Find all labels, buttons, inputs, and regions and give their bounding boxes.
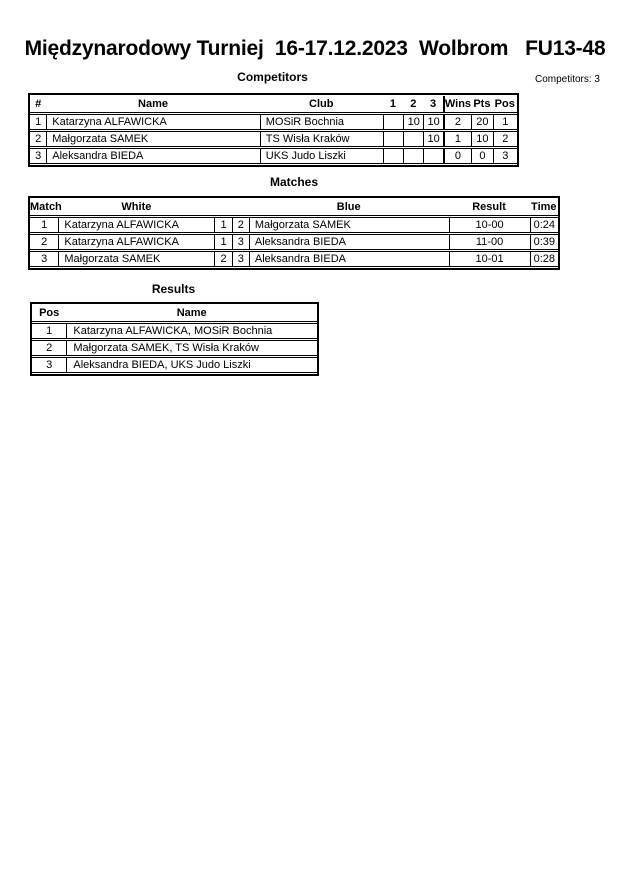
column-header: Match (30, 199, 58, 216)
table-cell: 10-01 (449, 251, 530, 267)
column-header: Club (260, 96, 383, 113)
table-cell: Aleksandra BIEDA (46, 148, 260, 164)
table-cell: 11-00 (449, 234, 530, 250)
table-cell: 0 (471, 148, 492, 164)
table-cell: 2 (32, 340, 66, 356)
column-header: 1 (383, 96, 403, 113)
table-cell (403, 131, 423, 147)
table-cell: Aleksandra BIEDA (249, 251, 449, 267)
table-cell: Małgorzata SAMEK (58, 251, 214, 267)
table-cell: Katarzyna ALFAWICKA (46, 114, 260, 130)
table-row (30, 131, 517, 147)
table-cell: MOSiR Bochnia (260, 114, 383, 130)
table-cell: Aleksandra BIEDA (249, 234, 449, 250)
competitors-section-label: Competitors (237, 70, 308, 84)
table-cell: 1 (32, 323, 66, 339)
table-cell: Katarzyna ALFAWICKA (58, 217, 214, 233)
table-cell: Katarzyna ALFAWICKA (58, 234, 214, 250)
table-cell: UKS Judo Liszki (260, 148, 383, 164)
table-cell: 0:39 (530, 234, 558, 250)
table-cell: 10-00 (449, 217, 530, 233)
column-header: Blue (249, 199, 449, 216)
table-cell: 0:28 (530, 251, 558, 267)
column-header: Result (449, 199, 530, 216)
competitors-count: Competitors: 3 (534, 74, 600, 85)
table-cell: 10 (403, 114, 423, 130)
column-header (232, 199, 249, 216)
table-cell: 2 (30, 131, 46, 147)
matches-table (28, 196, 560, 270)
table-row (32, 357, 317, 373)
competitors-table (28, 93, 519, 167)
table-cell: 3 (232, 234, 249, 250)
matches-table-grid (30, 198, 558, 268)
table-cell: 10 (423, 114, 442, 130)
table-cell: 2 (214, 251, 231, 267)
table-row (30, 234, 558, 250)
results-table (30, 302, 319, 376)
column-header: Pts (471, 96, 492, 113)
table-cell: 3 (30, 251, 58, 267)
table-cell: 1 (30, 217, 58, 233)
table-cell: 3 (30, 148, 46, 164)
column-header: Pos (32, 305, 66, 322)
table-cell: 0:24 (530, 217, 558, 233)
table-row (30, 148, 517, 164)
column-header: 3 (423, 96, 442, 113)
table-cell: 0 (443, 148, 471, 164)
table-row (30, 217, 558, 233)
table-cell: Małgorzata SAMEK, TS Wisła Kraków (66, 340, 317, 356)
table-cell: 1 (30, 114, 46, 130)
table-row (32, 323, 317, 339)
table-row (30, 114, 517, 130)
table-cell: 2 (232, 217, 249, 233)
column-header: Wins (443, 96, 471, 113)
column-header: White (58, 199, 214, 216)
table-cell: 2 (30, 234, 58, 250)
table-cell (403, 148, 423, 164)
table-cell: Małgorzata SAMEK (46, 131, 260, 147)
matches-section-label: Matches (269, 175, 319, 189)
table-cell (383, 131, 403, 147)
table-cell: 2 (443, 114, 471, 130)
table-cell (383, 148, 403, 164)
column-header: Time (530, 199, 558, 216)
header-row (30, 96, 517, 113)
table-cell: 3 (232, 251, 249, 267)
column-header: 2 (403, 96, 423, 113)
results-table-grid (32, 304, 317, 374)
table-cell (423, 148, 442, 164)
column-header: Name (66, 305, 317, 322)
table-cell: 3 (493, 148, 517, 164)
table-cell: Katarzyna ALFAWICKA, MOSiR Bochnia (66, 323, 317, 339)
table-cell: 2 (493, 131, 517, 147)
page-title: Międzynarodowy Turniej 16-17.12.2023 Wolbrom FU13-48 (24, 37, 606, 60)
results-section-label: Results (151, 282, 196, 296)
column-header: Name (46, 96, 260, 113)
header-row (30, 199, 558, 216)
column-header: Pos (493, 96, 517, 113)
table-cell: 1 (493, 114, 517, 130)
table-cell: 1 (214, 234, 231, 250)
table-cell (383, 114, 403, 130)
table-row (32, 340, 317, 356)
table-cell: 10 (423, 131, 442, 147)
table-cell: Małgorzata SAMEK (249, 217, 449, 233)
header-row (32, 305, 317, 322)
table-cell: 1 (214, 217, 231, 233)
table-cell: Aleksandra BIEDA, UKS Judo Liszki (66, 357, 317, 373)
table-cell: 3 (32, 357, 66, 373)
column-header (214, 199, 231, 216)
table-row (30, 251, 558, 267)
table-cell: TS Wisła Kraków (260, 131, 383, 147)
table-cell: 20 (471, 114, 492, 130)
table-cell: 1 (443, 131, 471, 147)
competitors-table-grid (30, 95, 517, 165)
table-cell: 10 (471, 131, 492, 147)
column-header: # (30, 96, 46, 113)
